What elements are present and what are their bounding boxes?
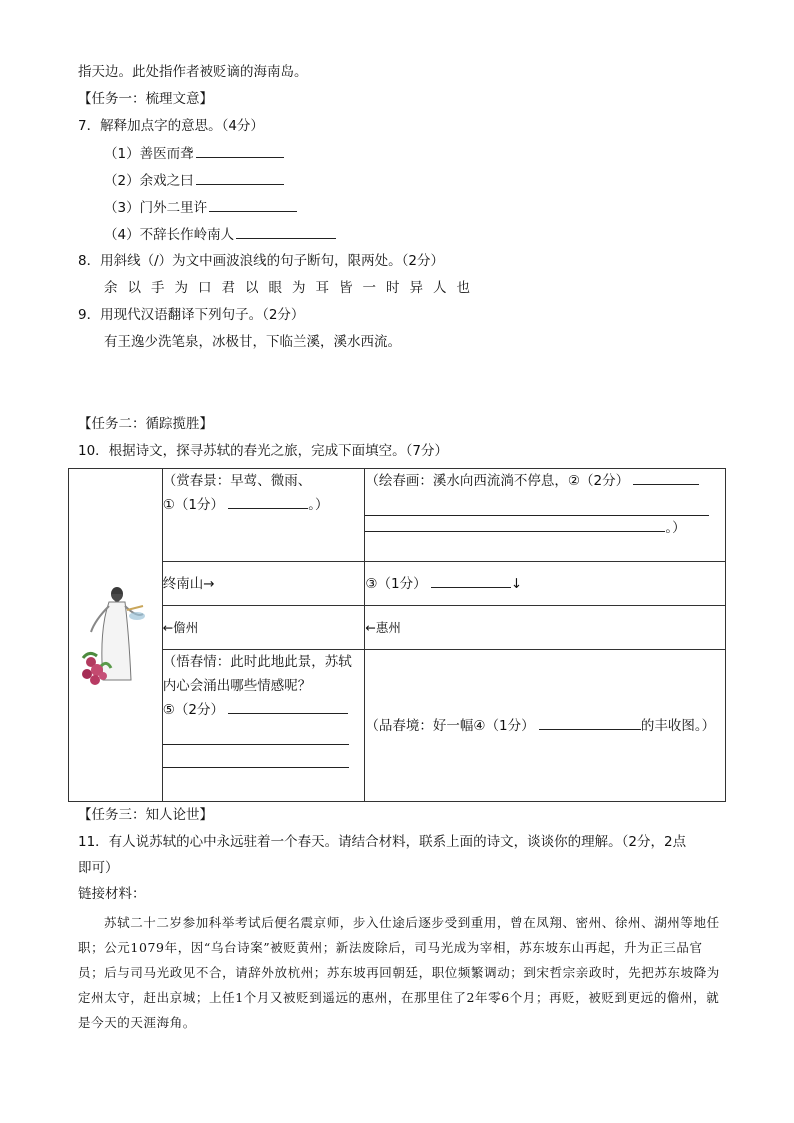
- q7-item-4: [104, 224, 336, 245]
- q7-item-3-label: （3）门外二里许: [104, 200, 208, 216]
- blank-5-input-c[interactable]: [163, 745, 349, 768]
- q10-stem: 10．根据诗文，探寻苏轼的春光之旅，完成下面填空。（7分）: [78, 443, 449, 459]
- paint-spring-picture-cell: [365, 469, 726, 562]
- taste-spring-realm-cell: [365, 650, 726, 802]
- blank-1-input[interactable]: [228, 494, 308, 509]
- route-huizhou: ←惠州: [365, 619, 401, 635]
- paint-line-1-text: （绘春画：溪水向西流淌不停息，②（2分）: [365, 473, 630, 489]
- portrait-cell: [69, 469, 163, 802]
- linked-material-paragraph: 苏轼二十二岁参加科举考试后便名震京师，步入仕途后逐步受到重用，曾在凤翔、密州、徐州、湖州等地任职；公元1079年，因“乌台诗案”被贬黄州；新法废除后，司马光成为宰相，苏东坡东山再起，升为正三品官员；后与司马光政见不合，请辞外放杭州；苏东坡再回朝廷，职位频繁调动；到宋哲宗亲政时，先把苏东坡降为定州太守，赶出京城；上任1个月又被贬到遥远的惠州，在那里住了2年零6个月；再贬，被贬到更远的儋州，就是今天的天涯海角。: [78, 915, 720, 1030]
- route-down-arrow: ↓: [510, 575, 523, 592]
- blank-2-input-c[interactable]: [365, 517, 665, 532]
- comprehend-blank-line: [163, 698, 365, 722]
- appreciate-tail: 。）: [308, 497, 329, 513]
- task3-header: 【任务三：知人论世】: [78, 807, 213, 823]
- appreciate-line-1: （赏春景：早莺、微雨、: [162, 473, 312, 489]
- paint-line-3: [365, 516, 725, 540]
- q8-sentence: 余以手为口君以眼为耳皆一时异人也: [104, 280, 480, 296]
- q7-item-1-blank[interactable]: [196, 143, 284, 158]
- blank-3-label: ③（1分）: [365, 575, 427, 592]
- blank-4-input[interactable]: [539, 715, 641, 730]
- blank-3-input[interactable]: [431, 573, 511, 588]
- task2-header: 【任务二：循踪揽胜】: [78, 416, 213, 432]
- spring-journey-table: [68, 468, 726, 802]
- blank-1-label: ①（1分）: [162, 497, 224, 513]
- q7-item-2-blank[interactable]: [196, 170, 284, 185]
- q7-item-2: [104, 170, 284, 191]
- paint-line-1: [365, 469, 725, 493]
- q11-stem-line-2: 即可）: [78, 860, 119, 876]
- comprehend-text: （悟春情：此时此地此景，苏轼内心会涌出哪些情感呢？: [162, 654, 352, 694]
- material-label: 链接材料：: [78, 886, 146, 902]
- comprehend-spring-feeling-cell: [162, 650, 365, 802]
- intro-line: 指天边。此处指作者被贬谪的海南岛。: [78, 64, 308, 80]
- taste-line: [365, 714, 725, 738]
- q7-item-4-label: （4）不辞长作岭南人: [104, 227, 235, 243]
- q7-item-3-blank[interactable]: [209, 197, 297, 212]
- q7-stem: 7．解释加点字的意思。（4分）: [78, 118, 264, 134]
- q8-stem: 8．用斜线（/）为文中画波浪线的句子断句，限两处。（2分）: [78, 253, 444, 269]
- q7-item-1-label: （1）善医而聋: [104, 146, 194, 162]
- taste-text: （品春境：好一幅④（1分）: [365, 717, 535, 734]
- blank-5-label: ⑤（2分）: [162, 702, 224, 718]
- route-zhongnan: 终南山→: [162, 575, 215, 592]
- q7-item-2-label: （2）余戏之曰: [104, 173, 194, 189]
- taste-tail: 的丰收图。）: [640, 717, 716, 734]
- su-shi-portrait-image: [73, 580, 157, 690]
- blank-2-input-a[interactable]: [633, 470, 699, 485]
- route-huizhou-cell: [365, 606, 726, 650]
- q7-item-3: [104, 197, 297, 218]
- route-danzhou-cell: [162, 606, 365, 650]
- blank-2-input-b[interactable]: [365, 493, 709, 516]
- q7-item-4-blank[interactable]: [236, 224, 336, 239]
- appreciate-spring-scene-cell: [162, 469, 365, 562]
- paint-tail: 。）: [665, 520, 686, 536]
- q11-stem-line-1: 11．有人说苏轼的心中永远驻着一个春天。请结合材料，联系上面的诗文，谈谈你的理解。（2分，2点: [78, 834, 687, 850]
- q9-sentence: 有王逸少洗笔泉，冰极甘，下临兰溪，溪水西流。: [104, 334, 401, 350]
- route-blank-3-cell: [365, 562, 726, 606]
- q7-item-1: [104, 143, 284, 164]
- blank-5-input-a[interactable]: [228, 699, 348, 714]
- route-zhongnan-cell: [162, 562, 365, 606]
- q9-stem: 9．用现代汉语翻译下列句子。（2分）: [78, 307, 305, 323]
- task1-header: 【任务一：梳理文意】: [78, 91, 213, 107]
- route-danzhou: ←儋州: [162, 619, 199, 635]
- blank-5-input-b[interactable]: [163, 722, 349, 745]
- appreciate-line-2: [163, 493, 365, 517]
